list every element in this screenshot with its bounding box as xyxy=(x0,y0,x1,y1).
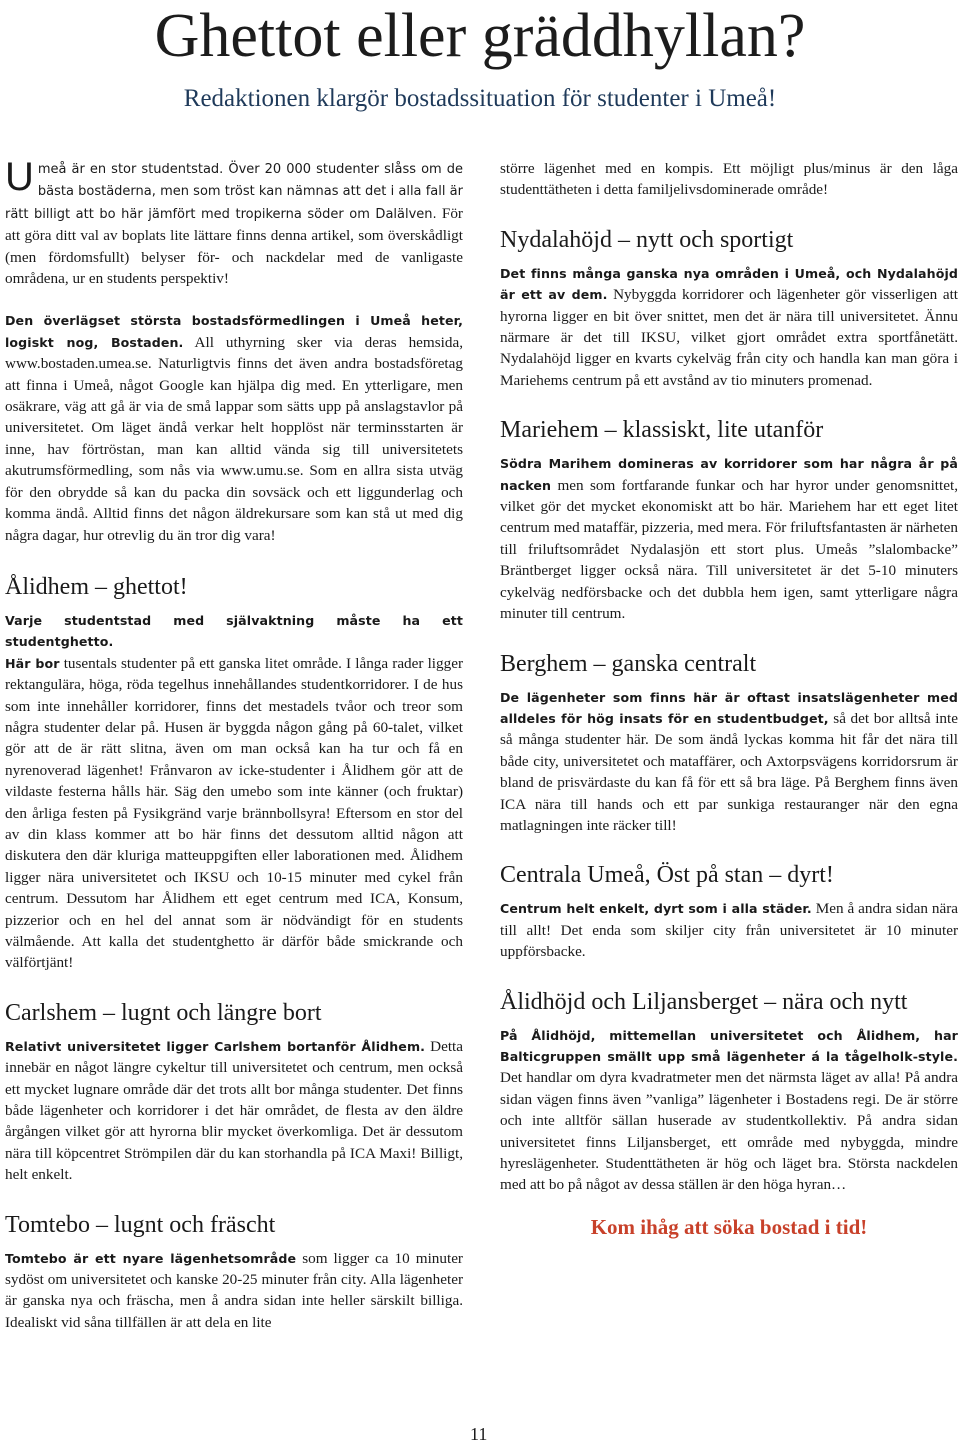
page-subtitle: Redaktionen klargör bostadssituation för studenter i Umeå! xyxy=(183,85,777,112)
berghem-heading: Berghem – ganska centralt xyxy=(500,650,757,677)
alidhojd-text: Det handlar om dyra kvadratmeter men det närmsta läget av alla! På andra sidan vägen finns även ”vanliga” lägenheter i Bostadens regi. De är större och inte alltför sällan huserade av studentkollektiv. På andra sidan universitetet finns Liljansberget, ett område med nybyggda, mindre hyreslägenheter. Studenttätheten är hög och läget bra. Största nackdelen med att bo på något av dessa ställen är den höga hyran… xyxy=(500,1069,958,1194)
bostaden-text: All uthyrning sker via deras hemsida, www.bostaden.umea.se. Naturligtvis finns det även andra bostadsföretag att finna i Umeå, något Google kan hjälpa dig med. En ytterligare, men osäkrare, väg att gå är via de små lappar som sätts upp på anslagstavlor på universitetet. Om läget ändå verkar helt hopplöst när terminsstarten är inne, hav förtröstan, man kan alltid vända sig till universitetets akutrumsförmedling, som nås via www.umu.se. Som en allra sista utväg för den obrydde så kan du packa din sovsäck och ett liggunderlag och komma ändå. Alltid finns det någon äldrekursare som kan stå ut med dig några dagar, hur otrevlig du än tror dig vara! xyxy=(5,333,464,544)
tomtebo-lead: Tomtebo är ett nyare lägenhetsområde xyxy=(5,1250,297,1266)
alidhem-heading: Ålidhem – ghettot! xyxy=(5,573,188,600)
berghem-text: så det bor alltså inte så många studenter här. De som ändå lyckas komma hit får det nära till både city, universitetet och mataffärer, och Axtorpsvägens korridorsrum är bland de prisvärdaste du kan få för ett så bra läge. På Berghem finns även ICA nära till hands och ett par sunkiga restauranger när den egna matlagningen inte räcker till! xyxy=(500,709,958,834)
central-paragraph xyxy=(500,898,958,962)
page-title: Ghettot eller gräddhyllan? xyxy=(154,2,806,70)
central-heading: Centrala Umeå, Öst på stan – dyrt! xyxy=(500,862,834,889)
right-column xyxy=(500,158,958,1240)
mariehem-heading: Mariehem – klassiskt, lite utanför xyxy=(500,417,824,444)
central-text: Men å andra sidan nära till allt! Det enda som skiljer city från universitetet är 10 minuter uppförsbacke. xyxy=(500,900,959,961)
tomtebo-text: som ligger ca 10 minuter sydöst om universitetet och kanske 20-25 minuter från city. Alla lägenheter är ganska nya och fräscha, men å andra sidan inte heller särskilt billiga. Idealiskt vid såna tillfällen är att dela en lite xyxy=(5,1249,463,1331)
bostaden-lead: Den överlägset största bostadsförmedlingen i Umeå heter, logiskt nog, Bostaden. xyxy=(5,313,463,350)
tomtebo-continued: större lägenhet med en kompis. Ett möjligt plus/minus är den låga studenttätheten i detta familjelivsdominerade område! xyxy=(500,160,958,199)
carlshem-text: Detta innebär en något längre cykeltur till universitetet och centrum, men också ett mycket lugnare område där det trots allt bor många studenter. Det finns både lägenheter och korridorer i det här området, de flesta av den äldre årgången vilket gör att hyrorna blir mycket överkomliga. Det är dessutom nära till köpcentret Strömpilen där du kan storhandla på ICA Maxi! Billigt, helt enkelt. xyxy=(5,1037,463,1184)
intro-text: För att göra ditt val av boplats lite lättare finns denna artikel, som överskådligt (men fördomsfullt) belyser för- och nackdelar med de vanligaste områdena, ur en students perspektiv! xyxy=(5,204,463,288)
drop-cap: U xyxy=(5,155,34,199)
bostaden-paragraph xyxy=(5,310,463,545)
nydala-paragraph xyxy=(500,263,958,391)
alidhojd-lead: På Ålidhöjd, mittemellan universitetet och Ålidhem, har Balticgruppen smällt upp små lägenheter á la tågelholk-style. xyxy=(500,1027,958,1064)
nydala-heading: Nydalahöjd – nytt och sportigt xyxy=(500,226,794,253)
carlshem-paragraph xyxy=(5,1036,463,1186)
call-to-action: Kom ihåg att söka bostad i tid! xyxy=(590,1214,868,1239)
alidhem-lead: Varje studentstad med självaktning måste ha ett studentghetto. xyxy=(5,612,463,650)
carlshem-heading: Carlshem – lugnt och längre bort xyxy=(5,999,322,1026)
alidhem-lead-2: Här bor xyxy=(5,655,60,671)
carlshem-lead: Relativt universitetet ligger Carlshem bortanför Ålidhem. xyxy=(5,1038,426,1054)
mariehem-text: men som fortfarande funkar och har hyror under genomsnittet, vilket gör det mycket ekonomiskt att bo här. Mariehem har ett eget litet centrum med mataffär, pizzeria, med mera. För friluftsfantasten är närheten till friluftsområdet Nydalasjön ett stort plus. Umeås ”slalombacke” Bräntberget ligger också nära. Till universitetet är det 5-10 minuters cykelväg nedförsbacke och det dubbla hem igen, samt ytterligare några minuter till centrum. xyxy=(500,476,959,623)
central-lead: Centrum helt enkelt, dyrt som i alla städer. xyxy=(500,901,812,917)
berghem-lead: De lägenheter som finns här är oftast insatslägenheter med alldeles för hög insats för en studentbudget, xyxy=(500,689,958,726)
intro-sans-text: meå är en stor studentstad. Över 20 000 studenter slåss om de bästa bostäderna, men som tröst kan nämnas att det i alla fall är rätt billigt att bo här jämfört med tropikerna söder om Dalälven. xyxy=(5,162,463,222)
mariehem-lead: Södra Marihem domineras av korridorer som har några år på nacken xyxy=(500,456,958,493)
mariehem-paragraph xyxy=(500,453,958,624)
nydala-text: Nybyggda korridorer och lägenheter gör visserligen att hyrorna ligger en bit över snittet, men det är nära till universitetet. Ännu närmare är det till IKSU, vilket gjort området extra sportfånetätt. Nydalahöjd ligger en kvarts cykelväg från city och handla kan man göra i Mariehems centrum på ett avstånd av tio minuters promenad. xyxy=(500,286,959,389)
alidhem-text: tusentals studenter på ett ganska litet område. I långa rader ligger rektangulära, höga, röda tegelhus innehållandes studentkorridorer. I de hus som inte innehåller korridorer, finns det mestadels tvåor och treor som några studenter delar på. Husen är byggda någon gång på 60-talet, vilket gör att de är rätt slitna, även om man också kan ha tur och få en nyrenoverad lägenhet! Frånvaron av icke-studenter i Ålidhem gör att de vildaste festerna hålls här. Säg den umebo som inte känner (och fruktar) den årliga festen på Fysikgränd varje brännbollsyra! Eftersom en stor del av din klass kommer att bo här finns det dessutom alltid någon att diskutera den där kluriga matteuppgiften eller laborationen med. Ålidhem ligger nära universitetet och IKSU och 10-15 minuter med cykel från centrum. Dessutom har Ålidhem ett eget centrum med ICA, Konsum, pizzerior och en hel del annat som är nödvändigt för en students välmående. Att kalla det studentghetto är därför både smickrande och välförtjänt! xyxy=(5,654,464,972)
alidhem-paragraph xyxy=(5,610,463,974)
left-column xyxy=(5,155,464,1333)
nydala-lead: Det finns många ganska nya områden i Umeå, och Nydalahöjd är ett av dem. xyxy=(500,265,958,303)
alidhojd-paragraph xyxy=(500,1025,958,1196)
alidhojd-heading: Ålidhöjd och Liljansberget – nära och nytt xyxy=(500,988,908,1015)
page-number: 11 xyxy=(470,1424,488,1444)
intro-paragraph xyxy=(5,155,463,289)
tomtebo-paragraph xyxy=(5,1248,463,1334)
tomtebo-heading: Tomtebo – lugnt och fräscht xyxy=(5,1211,276,1238)
berghem-paragraph xyxy=(500,687,958,837)
